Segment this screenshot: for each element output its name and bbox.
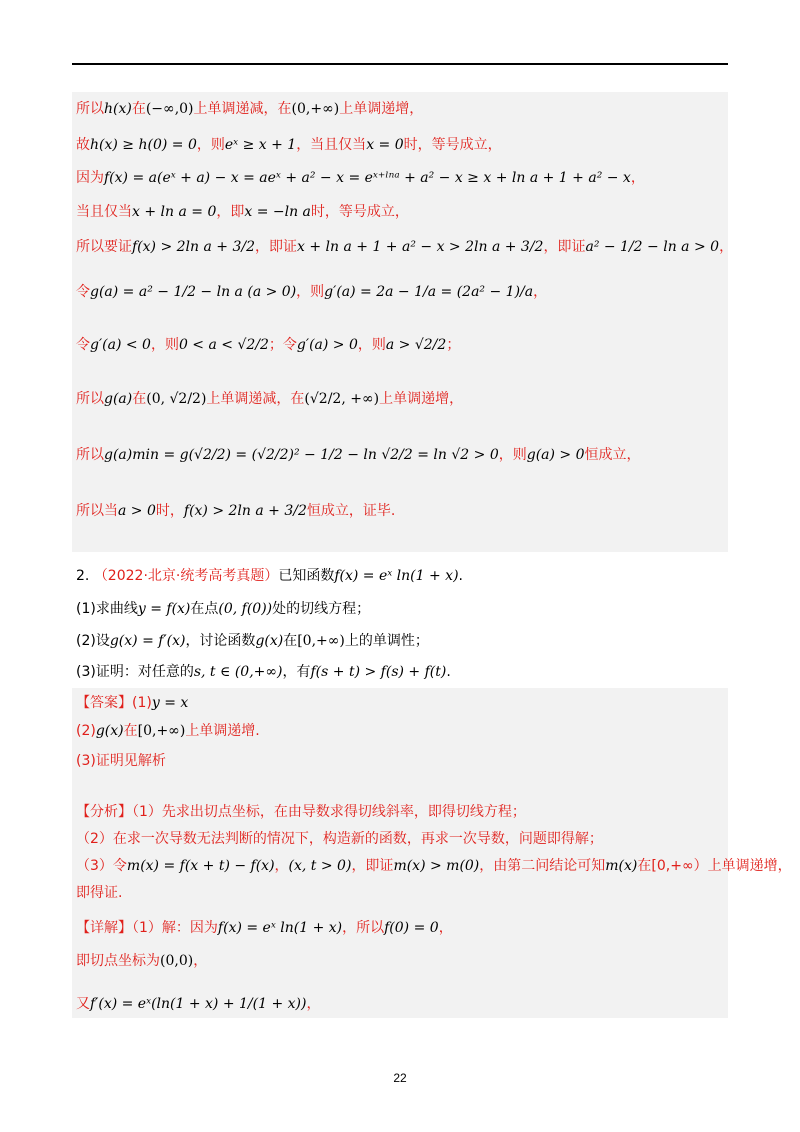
solution-line-7: 令g′(a) < 0，则0 < a < √2/2；令g′(a) > 0，则a > √2/2；: [76, 337, 461, 353]
analysis-line-2: （2）在求一次导数无法判断的情况下，构造新的函数，再求一次导数，问题即得解；: [76, 831, 603, 847]
solution-line-5: 所以要证f(x) > 2ln a + 3/2，即证x + ln a + 1 + a² − x > 2ln a + 3/2，即证a² − 1/2 − ln a > 0，: [76, 239, 734, 255]
detail-line-1: 【详解】（1）解：因为f(x) = eˣ ln(1 + x)，所以f(0) = 0，: [76, 920, 453, 936]
question-2-part-3: (3)证明：对任意的s, t ∈ (0,+∞)，有f(s + t) > f(s) + f(t).: [76, 664, 451, 680]
question-2-part-1: (1)求曲线y = f(x)在点(0, f(0))处的切线方程；: [76, 601, 371, 617]
answer-line-2: (2)g(x)在[0,+∞)上单调递增.: [76, 723, 260, 739]
solution-line-3: 因为f(x) = a(eˣ + a) − x = aeˣ + a² − x = eˣ⁺ˡⁿᵃ + a² − x ≥ x + ln a + 1 + a² − x，: [76, 170, 645, 186]
detail-line-2: 即切点坐标为(0,0)，: [76, 953, 208, 969]
question-2-heading: 2. （2022·北京·统考高考真题）已知函数f(x) = eˣ ln(1 + x).: [76, 568, 463, 584]
answer-line-3: (3)证明见解析: [76, 753, 166, 769]
page-number: 22: [393, 1071, 407, 1085]
solution-line-9: 所以g(a)min = g(√2/2) = (√2/2)² − 1/2 − ln √2/2 = ln √2 > 0，则g(a) > 0恒成立，: [76, 447, 641, 463]
header-rule: [72, 63, 728, 65]
solution-line-4: 当且仅当x + ln a = 0，即x = −ln a时，等号成立，: [76, 204, 409, 220]
analysis-line-1: 【分析】（1）先求出切点坐标，在由导数求得切线斜率，即得切线方程；: [76, 804, 526, 820]
analysis-line-4: 即得证.: [76, 885, 123, 901]
solution-line-6: 令g(a) = a² − 1/2 − ln a (a > 0)，则g′(a) = 2a − 1/a = (2a² − 1)/a，: [76, 284, 548, 300]
answer-line-1: 【答案】(1)y = x: [76, 695, 189, 711]
question-2-part-2: (2)设g(x) = f′(x)，讨论函数g(x)在[0,+∞)上的单调性；: [76, 633, 429, 649]
solution-line-10: 所以当a > 0时，f(x) > 2ln a + 3/2恒成立，证毕.: [76, 503, 396, 519]
solution-continued-block: [72, 92, 728, 552]
solution-line-8: 所以g(a)在(0, √2/2)上单调递减，在(√2/2, +∞)上单调递增，: [76, 391, 464, 407]
analysis-line-3: （3）令m(x) = f(x + t) − f(x)，(x, t > 0)，即证m(x) > m(0)，由第二问结论可知m(x)在[0,+∞）上单调递增，: [76, 858, 792, 874]
solution-line-2: 故h(x) ≥ h(0) = 0，则eˣ ≥ x + 1，当且仅当x = 0时，等号成立，: [76, 137, 502, 153]
detail-line-3: 又f′(x) = eˣ(ln(1 + x) + 1/(1 + x))，: [76, 996, 321, 1012]
solution-line-1: 所以h(x)在(−∞,0)上单调递减，在(0,+∞)上单调递增，: [76, 101, 424, 117]
